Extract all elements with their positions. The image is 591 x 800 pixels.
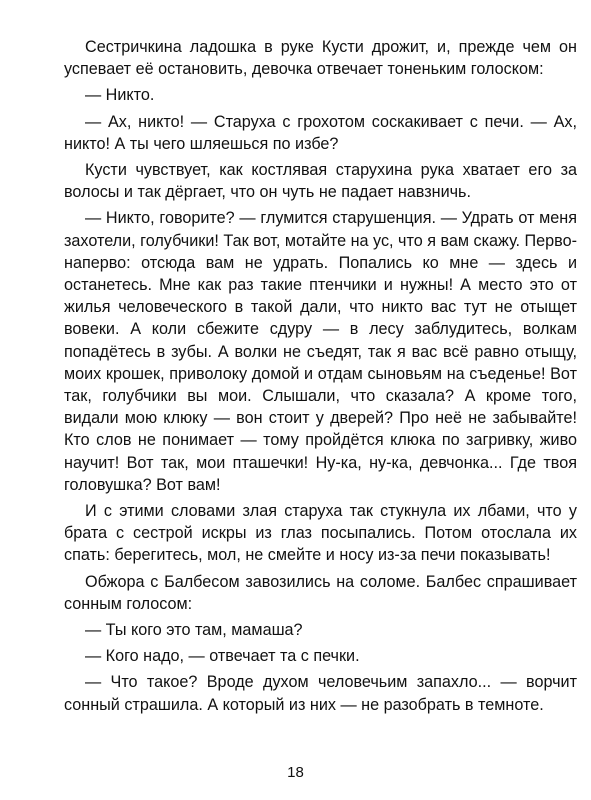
paragraph-8: — Ты кого это там, мамаша? [85,621,303,640]
paragraph-6: И с этими словами злая старуха так стукнула их лбами, что у брата с сестрой искры из глаз посыпались. Потом отослала их спать: берегитесь, мол, не смейте и носу из-за печи показывать! [64,502,577,565]
paragraph-9: — Кого надо, — отвечает та с печки. [85,647,360,666]
paragraph-7: Обжора с Балбесом завозились на соломе. Балбес спрашивает сонным голосом: [64,572,577,613]
paragraph-10: — Что такое? Вроде духом человечьим запахло... — ворчит сонный страшила. А который из них — не разобрать в темноте. [64,673,577,714]
paragraph-5: — Никто, говорите? — глумится старушенция. — Удрать от меня захотели, голубчики! Так вот, мотайте на ус, что я вам скажу. Перво-наперво: отсюда вам не удрать. Попались ко мне — здесь и останетесь. Мне как раз такие птенчики и нужны! А место это от жилья человеческого в такой дали, что никто вас тут не отыщет вовеки. А коли сбежите сдуру — в лесу заблудитесь, волкам попадётесь в зубы. А волки не съедят, так я вас всё равно отыщу, моих крошек, приволоку домой и отдам сыновьям на съеденье! Вот так, голубчики вы мои. Слышали, что сказала? А кроме того, видали мою клюку — вон стоит у дверей? Про неё не забывайте! Кто слов не понимает — тому пройдётся клюка по загривку, живо научит! Вот так, мои пташечки! Ну-ка, ну-ка, девчонка... Где твоя головушка? Вот вам! [64,209,577,494]
paragraph-3: — Ах, никто! — Старуха с грохотом соскакивает с печи. — Ах, никто! А ты чего шляешься по избе? [64,112,577,153]
story-text [64,36,577,720]
paragraph-2: — Никто. [85,86,155,105]
paragraph-1: Сестричкина ладошка в руке Кусти дрожит, и, прежде чем он успевает её остановить, девочка отвечает тоненьким голоском: [64,38,577,79]
paragraph-4: Кусти чувствует, как костлявая старухина рука хватает его за волосы и так дёргает, что он чуть не падает навзничь. [64,161,577,202]
page-number: 18 [287,764,304,781]
